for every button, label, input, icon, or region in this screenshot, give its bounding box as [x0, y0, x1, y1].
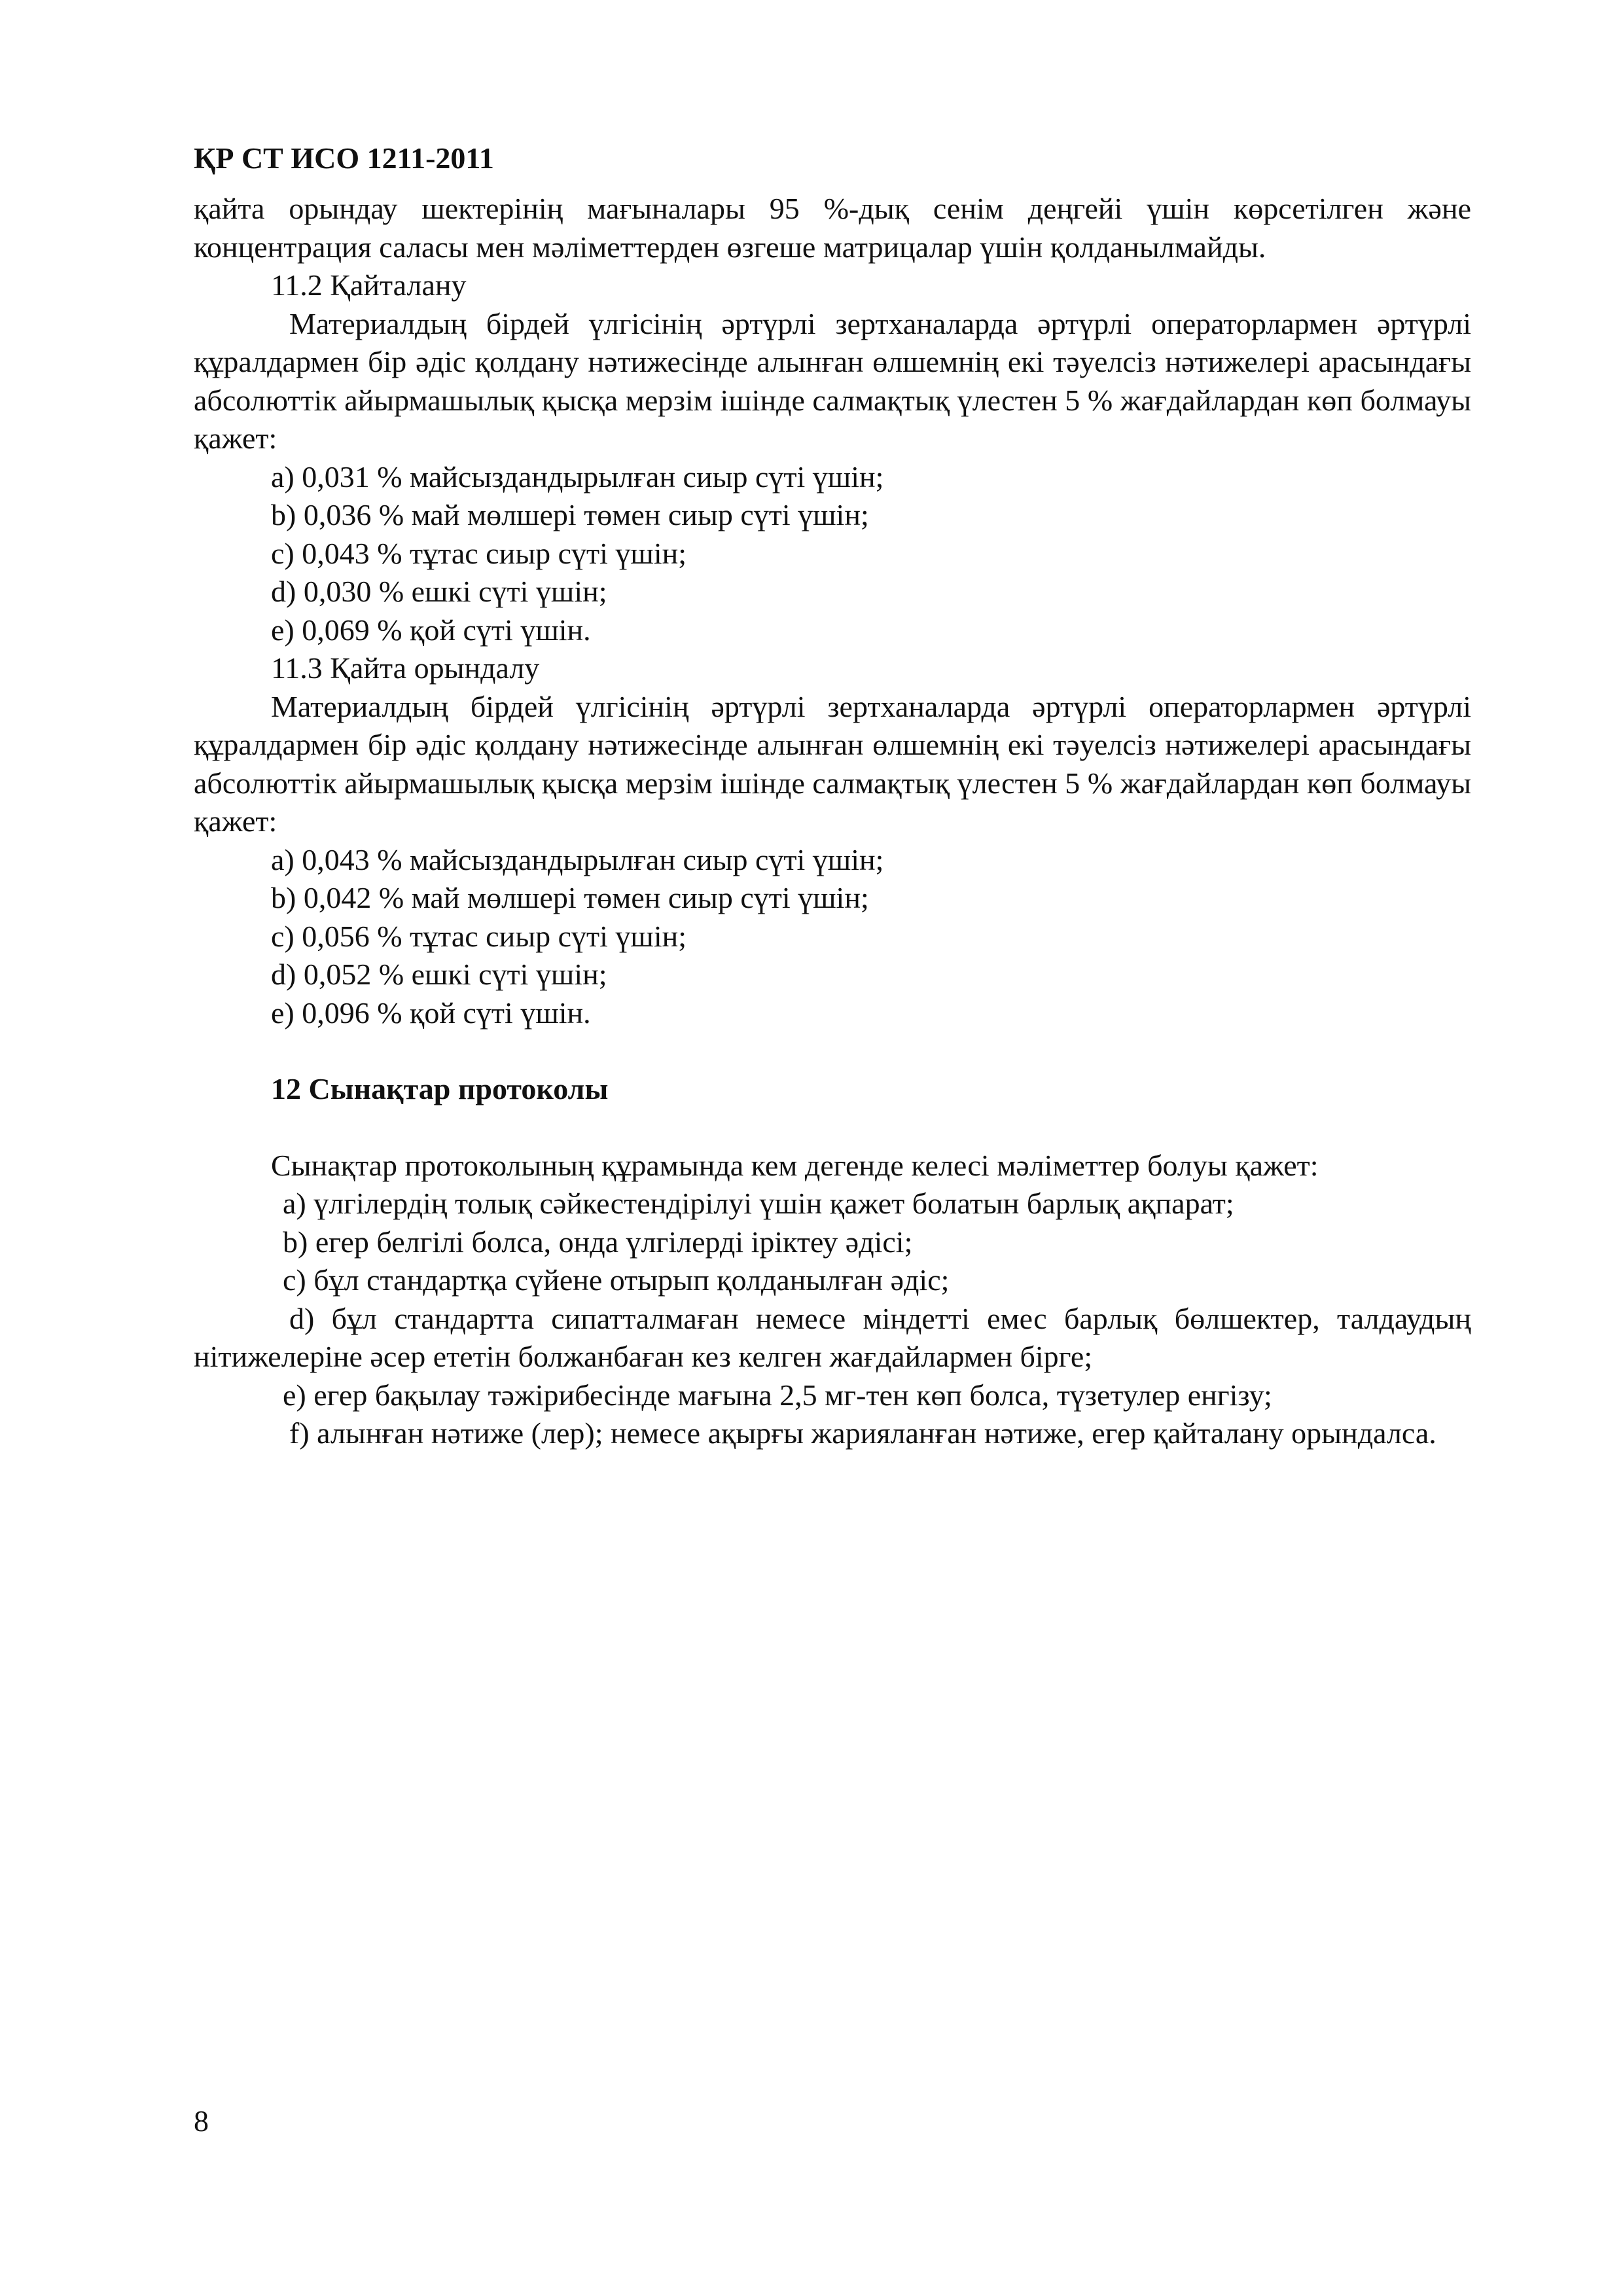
document-body [194, 190, 1471, 1453]
section-12-item-f: f) алынған нәтиже (лер); немесе ақырғы жарияланған нәтиже, егер қайталану орындалса. [289, 1416, 1436, 1450]
section-12-heading: 12 Сынақтар протоколы [271, 1072, 609, 1105]
section-12-item-d: d) бұл стандартта сипатталмаған немесе міндетті емес барлық бөлшектер, талдаудың нітижелеріне әсер ететін болжанбаған кез келген жағдайлармен бірге; [194, 1301, 1471, 1373]
section-11-3-paragraph: Материалдың бірдей үлгісінің әртүрлі зертханаларда әртүрлі операторлармен әртүрлі құралдармен бір әдіс қолдану нәтижесінде алынған өлшемнің екі тәуелсіз нәтижелері арасындағы абсолюттік айырмашылық қысқа мерзім ішінде салмақтық үлестен 5 % жағдайлардан көп болмауы қажет: [194, 689, 1471, 838]
section-11-3-item-c: c) 0,056 % тұтас сиыр сүті үшін; [271, 919, 687, 953]
section-11-2-item-a: a) 0,031 % майсыздандырылған сиыр сүті үшін; [271, 459, 884, 493]
section-12-item-b: b) егер белгілі болса, онда үлгілерді іріктеу әдісі; [283, 1225, 913, 1259]
section-11-3-item-a: a) 0,043 % майсыздандырылған сиыр сүті үшін; [271, 842, 884, 876]
section-11-3-heading: 11.3 Қайта орындалу [271, 651, 540, 685]
section-12-intro: Сынақтар протоколының құрамында кем дегенде келесі мәліметтер болуы қажет: [271, 1148, 1319, 1182]
section-11-2-heading: 11.2 Қайталану [271, 268, 467, 302]
section-11-3-item-d: d) 0,052 % ешкі сүті үшін; [271, 958, 607, 991]
section-11-2-item-d: d) 0,030 % ешкі сүті үшін; [271, 575, 607, 608]
section-11-2-paragraph: Материалдың бірдей үлгісінің әртүрлі зертханаларда әртүрлі операторлармен әртүрлі құралдармен бір әдіс қолдану нәтижесінде алынған өлшемнің екі тәуелсіз нәтижелері арасындағы абсолюттік айырмашылық қысқа мерзім ішінде салмақтық үлестен 5 % жағдайлардан көп болмауы қажет: [194, 306, 1471, 455]
document-header: ҚР СТ ИСО 1211-2011 [194, 141, 494, 175]
section-12-item-c: c) бұл стандартқа сүйене отырып қолданылған әдіс; [283, 1263, 950, 1297]
page-number: 8 [194, 2104, 209, 2138]
section-11-2-item-e: e) 0,069 % қой сүті үшін. [271, 613, 591, 647]
section-11-2-item-c: c) 0,043 % тұтас сиыр сүті үшін; [271, 536, 687, 570]
section-11-3-item-e: e) 0,096 % қой сүті үшін. [271, 996, 591, 1030]
section-12-item-a: a) үлгілердің толық сәйкестендірілуі үшін қажет болатын барлық ақпарат; [283, 1187, 1234, 1220]
section-11-3-item-b: b) 0,042 % май мөлшері төмен сиыр сүті үшін; [271, 881, 869, 914]
section-12-item-e: e) егер бақылау тәжірибесінде мағына 2,5 мг-тен көп болса, түзетулер енгізу; [283, 1378, 1272, 1412]
intro-paragraph: қайта орындау шектерінің мағыналары 95 %-дық сенім деңгейі үшін көрсетілген және концентрация саласы мен мәліметтерден өзгеше матрицалар үшін қолданылмайды. [194, 192, 1471, 264]
section-11-2-item-b: b) 0,036 % май мөлшері төмен сиыр сүті үшін; [271, 498, 869, 531]
